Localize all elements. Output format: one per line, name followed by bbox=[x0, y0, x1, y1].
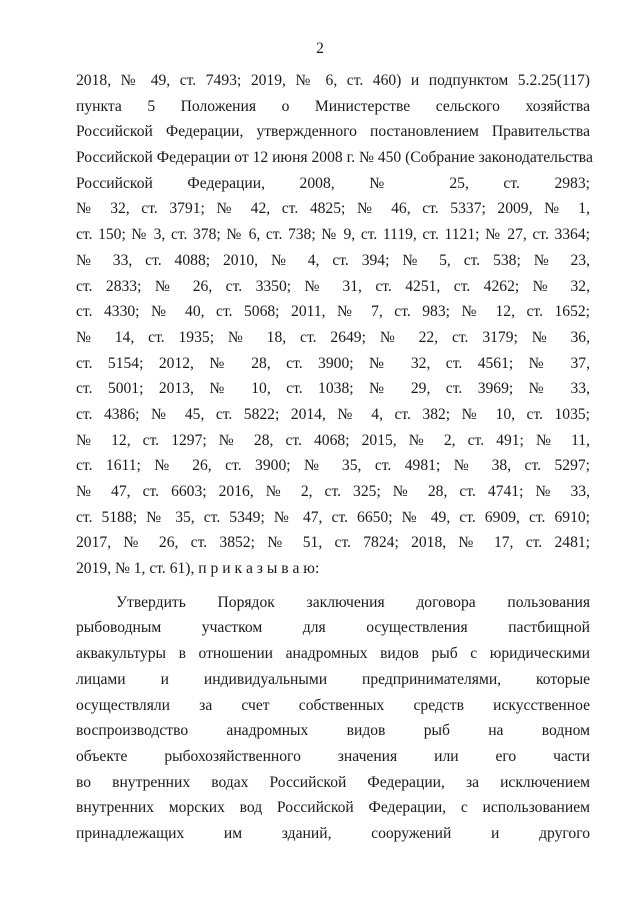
document-body bbox=[76, 68, 593, 847]
text-line: внутренних морских вод Российской Федерации, с использованием bbox=[76, 799, 590, 817]
text-line: во внутренних водах Российской Федерации, за исключением bbox=[76, 773, 590, 791]
text-line: ст. 4330; № 40, ст. 5068; 2011, № 7, ст. 983; № 12, ст. 1652; bbox=[76, 303, 590, 321]
text-line: лицами и индивидуальными предпринимателями, которые bbox=[76, 670, 590, 688]
text-line: 2018, № 49, ст. 7493; 2019, № 6, ст. 460) и подпунктом 5.2.25(117) bbox=[76, 72, 590, 89]
paragraph-gap bbox=[76, 582, 590, 590]
text-line: ст. 150; № 3, ст. 378; № 6, ст. 738; № 9, ст. 1119, ст. 1121; № 27, ст. 3364; bbox=[76, 226, 590, 244]
text-line: Утвердить Порядок заключения договора пользования bbox=[116, 593, 590, 611]
text-line: Российской Федерации, утвержденного постановлением Правительства bbox=[76, 123, 590, 141]
text-line: принадлежащих им зданий, сооружений и другого bbox=[76, 824, 590, 842]
text-line: воспроизводство анадромных видов рыб на водном bbox=[76, 722, 590, 740]
text-line: осуществляли за счет собственных средств искусственное bbox=[76, 696, 590, 714]
text-line: № 12, ст. 1297; № 28, ст. 4068; 2015, № 2, ст. 491; № 11, bbox=[76, 431, 590, 449]
text-line: ст. 5154; 2012, № 28, ст. 3900; № 32, ст. 4561; № 37, bbox=[76, 354, 590, 372]
text-line: ст. 1611; № 26, ст. 3900; № 35, ст. 4981; № 38, ст. 5297; bbox=[76, 457, 590, 475]
text-line: ст. 4386; № 45, ст. 5822; 2014, № 4, ст. 382; № 10, ст. 1035; bbox=[76, 405, 590, 423]
paragraph-approval bbox=[76, 590, 590, 847]
text-line: аквакультуры в отношении анадромных видов рыб с юридическими bbox=[76, 645, 590, 663]
text-line: пункта 5 Положения о Министерстве сельского хозяйства bbox=[76, 97, 590, 115]
text-line: ст. 5188; № 35, ст. 5349; № 47, ст. 6650; № 49, ст. 6909, ст. 6910; bbox=[76, 508, 590, 526]
page-number: 2 bbox=[316, 40, 324, 57]
text-line: Российской Федерации от 12 июня 2008 г. № 450 (Собрание законодательства bbox=[76, 149, 593, 167]
text-line-order: 2019, № 1, ст. 61), п р и к а з ы в а ю: bbox=[76, 560, 320, 578]
text-line: 2017, № 26, ст. 3852; № 51, ст. 7824; 2018, № 17, ст. 2481; bbox=[76, 534, 590, 552]
paragraph-legal-basis bbox=[76, 68, 593, 582]
text-line: объекте рыбохозяйственного значения или его части bbox=[76, 747, 590, 765]
text-line: Российской Федерации, 2008, № 25, ст. 2983; bbox=[76, 174, 590, 192]
text-line: № 32, ст. 3791; № 42, ст. 4825; № 46, ст. 5337; 2009, № 1, bbox=[76, 200, 590, 218]
text-line: ст. 2833; № 26, ст. 3350; № 31, ст. 4251, ст. 4262; № 32, bbox=[76, 277, 590, 295]
text-line: ст. 5001; 2013, № 10, ст. 1038; № 29, ст. 3969; № 33, bbox=[76, 380, 590, 398]
text-line: № 14, ст. 1935; № 18, ст. 2649; № 22, ст. 3179; № 36, bbox=[76, 328, 590, 346]
text-line: № 33, ст. 4088; 2010, № 4, ст. 394; № 5, ст. 538; № 23, bbox=[76, 251, 590, 269]
text-line: № 47, ст. 6603; 2016, № 2, ст. 325; № 28, ст. 4741; № 33, bbox=[76, 483, 590, 500]
text-line: рыбоводным участком для осуществления пастбищной bbox=[76, 619, 590, 637]
